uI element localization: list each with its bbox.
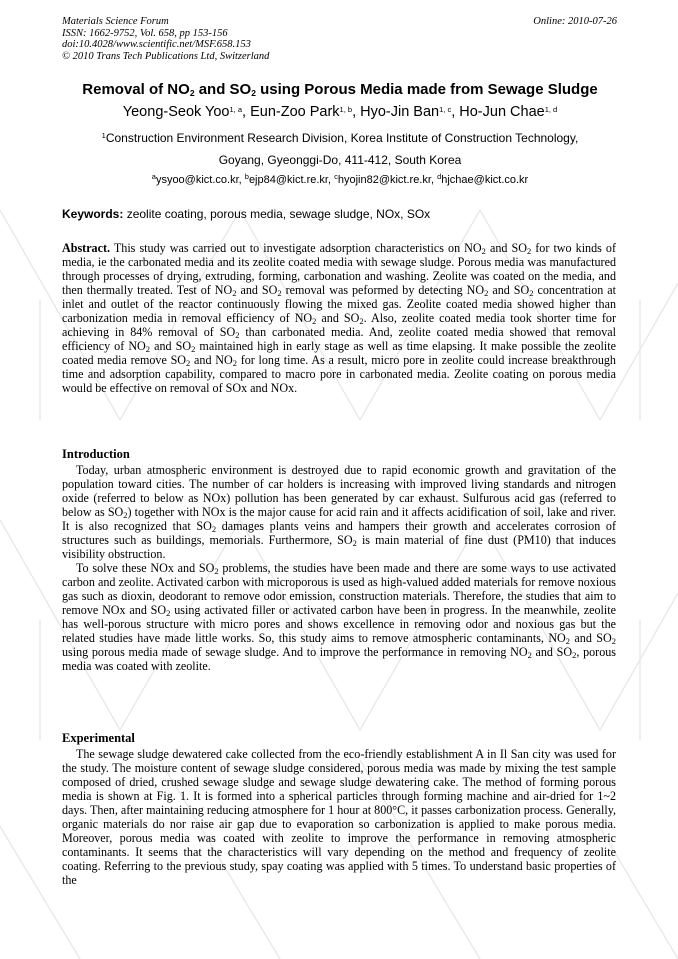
paragraph: The sewage sludge dewatered cake collected from the eco-friendly establishment A in Il San city was used for the study. The moisture content of sewage sludge considered, porous media was made by mixing the test sample composed of dried, crushed sewage sludge and sewage sludge dewatering cake. The method of forming porous media is shown at Fig. 1. It is formed into a spherical particles through forming machine and air-dried for 1~2 days. Then, after maintaining reducing atmosphere for 1 hour at 800°C, it passes carbonization process. Generally, organic materials do nor raise air gap due to evaporation so carbonization is applied to make porous media. Moreover, porous media was coated with zeolite to improve the performance in removing atmospheric contaminants. It seems that the characteristics will vary depending on the method and frequency of zeolite coating. Referring to the previous study, spay coating was applied with 5 times. To understand basic properties of the: [62, 747, 616, 887]
introduction-heading: Introduction: [62, 447, 130, 461]
doi-line: doi:10.4028/www.scientific.net/MSF.658.153: [62, 39, 251, 50]
running-header: [62, 16, 617, 62]
email-link[interactable]: ysyoo@kict.co.kr: [155, 174, 239, 186]
email-link[interactable]: hyojin82@kict.re.kr: [337, 174, 431, 186]
author-list: Yeong-Seok Yoo$^{1, a}$, Eun-Zoo Park$^{1, b}$, Hyo-Jin Ban$^{1, c}$, Ho-Jun Chae$^{1, d}$: [122, 104, 558, 120]
paragraph: To solve these NOx and $SO_2$ problems, the studies have been made and there are some ways to use activated carbon and zeolite. Activated carbon with microporous is used as high-valued added materials for remove noxious gas such as dioxin, deodorant to remove odor emission, construction materials. Therefore, the studies that aim to remove NOx and $SO_2$ using activated filler or activated carbon have been in progress. In the meanwhile, zeolite has well-porous structure with micro pores and shows excellence in removing odor and noxious gas but the related studies have made little works. So, this study aims to remove atmospheric contaminants, $NO_2$ and $SO_2$ using porous media made of sewage sludge. And to improve the performance in removing $NO_2$ and $SO_2$, porous media was coated with zeolite.: [62, 561, 617, 673]
author: Eun-Zoo Park: [250, 104, 340, 120]
keywords: [62, 206, 622, 222]
affiliation-line-1: $^1$Construction Environment Research Division, Korea Institute of Construction Technology,: [101, 131, 579, 145]
email-link[interactable]: hjchae@kict.co.kr: [441, 174, 529, 186]
abstract-label: Abstract.: [62, 241, 111, 255]
paragraph: Today, urban atmospheric environment is destroyed due to rapid economic growth and gravitation of the population toward cities. The number of car holders is increasing with improved living standards and nitrogen oxide (referred to below as NOx) pollution has been generated by car exhaust. Sulfurous acid gas (referred to below as $SO_2$) together with NOx is the major cause for acid rain and it affects acidification of soil, lake and river. It is also recognized that $SO_2$ damages plants veins and hampers their growth and accelerates corrosion of structures such as buildings, memorials. Furthermore, $SO_2$ is main material of fine dust (PM10) that induces visibility obstruction.: [62, 463, 616, 561]
copyright-line: © 2010 Trans Tech Publications Ltd, Switzerland: [62, 50, 270, 62]
journal-name: Materials Science Forum: [62, 16, 169, 27]
author: Ho-Jun Chae: [459, 104, 545, 120]
paper-title: Removal of $NO_2$ and $SO_2$ using Porous Media made from Sewage Sludge: [82, 81, 598, 98]
experimental-body: [62, 747, 616, 887]
abstract-body: This study was carried out to investigate adsorption characteristics on $NO_2$ and $SO_2$ for two kinds of media, ie the carbonated media and its zeolite coated media with sewage sludge. Porous media was manufactured through processes of drying, extruding, forming, carbonation and washing. Zeolite was coated on the media, and then thermally treated. Test of $NO_2$ and $SO_2$ removal was peformed by detecting $NO_2$ and $SO_2$ concentration at inlet and outlet of the reactor continuously flowing the mixed gas. Zeolite coated media showed higher than carbonization media in removal efficiency of $NO_2$ and $SO_2$. Also, zeolite coated media took shorter time for achieving in 84% removal of $SO_2$ than carbonated media. And, zeolite coated media showed that removal efficiency of $NO_2$ and $SO_2$ maintained high in early stage as well as time elapsing. It make possible the zeolite coated media remove $SO_2$ and $NO_2$ for long time. As a result, micro pore in zeolite could increase breakthrough time and adsorption capability, compared to macro pore in carbonated media. Zeolite coating on porous media would be effective on removal of SOx and NOx.: [62, 241, 617, 395]
keywords-text: zeolite coating, porous media, sewage sludge, NOx, SOx: [123, 207, 431, 221]
abstract-text: [62, 241, 616, 395]
online-date: Online: 2010-07-26: [533, 16, 617, 27]
author: Yeong-Seok Yoo: [122, 104, 230, 120]
keywords-label: Keywords:: [62, 207, 124, 221]
introduction-body: [62, 463, 616, 673]
abstract: [62, 241, 616, 395]
issn-line: ISSN: 1662-9752, Vol. 658, pp 153-156: [62, 27, 228, 39]
author: Hyo-Jin Ban: [360, 104, 440, 120]
email-link[interactable]: ejp84@kict.re.kr: [248, 174, 328, 186]
email-list: $^a$ysyoo@kict.co.kr, $^b$ejp84@kict.re.kr, $^c$hyojin82@kict.re.kr, $^d$hjchae@kict.co.kr: [151, 172, 529, 186]
experimental-heading: Experimental: [62, 731, 135, 745]
affiliation-line-2: Goyang, Gyeonggi-Do, 411-412, South Korea: [218, 153, 462, 167]
